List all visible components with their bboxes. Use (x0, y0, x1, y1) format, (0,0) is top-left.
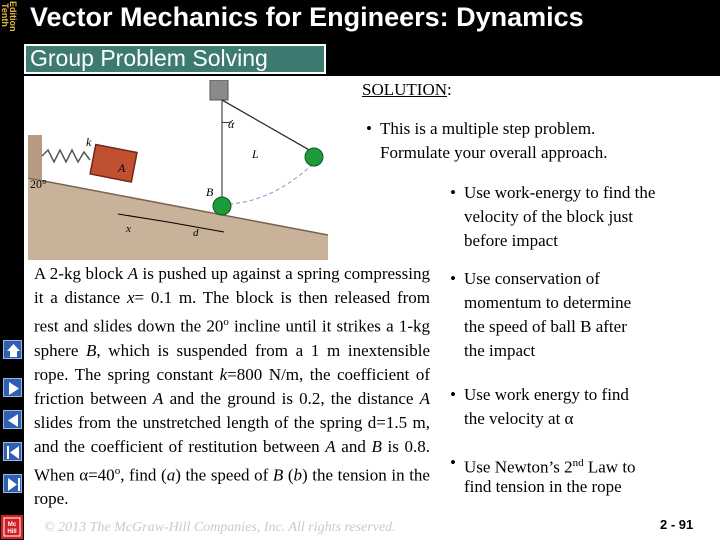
label-b: B (206, 185, 214, 199)
edition-line2: Edition (8, 1, 18, 32)
play-right-icon (4, 379, 23, 398)
edition-line1: Tenth (0, 3, 10, 27)
first-slide-button[interactable] (3, 442, 22, 461)
block-a (90, 145, 137, 182)
support-mount (210, 80, 228, 100)
next-slide-button[interactable] (3, 378, 22, 397)
label-l: L (252, 147, 259, 161)
previous-slide-button[interactable] (3, 410, 22, 429)
edition-label (1, 1, 17, 39)
home-button[interactable] (3, 340, 22, 359)
incline-surface (28, 178, 328, 260)
label-x: x (126, 223, 131, 235)
svg-text:Hill: Hill (7, 529, 17, 535)
last-slide-button[interactable] (3, 474, 22, 493)
solution-heading: SOLUTION: (362, 80, 452, 99)
skip-forward-icon (4, 475, 23, 494)
rope-displaced (222, 100, 311, 151)
label-a: A (118, 161, 126, 175)
play-left-icon (4, 411, 23, 430)
publisher-logo (1, 515, 23, 539)
copyright-notice: © 2013 The McGraw-Hill Companies, Inc. All rights reserved. (44, 520, 396, 535)
page-subtitle: Group Problem Solving (30, 45, 268, 71)
problem-statement: A 2-kg block A is pushed up against a spring compressing it a distance x= 0.1 m. The block is then released from rest and slides down the 20$^o$ incline until it strikes a 1-kg sphere B, which is suspended from a 1 m inextensible rope. The spring constant k=800 N/m, the coefficient of friction between A and the ground is 0.2, the distance A slides from the unstretched length of the spring d=1.5 m, and the coefficient of restitution between A and B is 0.8. When $\alpha=40^o$, find (a) the speed of B (b) the tension in the rope. (34, 264, 431, 509)
skip-back-icon (4, 443, 23, 462)
label-d: d (193, 227, 199, 239)
problem-figure (28, 80, 358, 260)
sphere-b-swung (305, 148, 323, 166)
svg-text:Mc: Mc (7, 522, 17, 528)
label-k: k (86, 135, 92, 149)
navigation-rail (0, 40, 24, 540)
sphere-b (213, 197, 231, 215)
swing-path (222, 164, 313, 204)
page-title: Vector Mechanics for Engineers: Dynamics (30, 2, 584, 32)
home-icon (4, 341, 23, 360)
label-angle: 20° (30, 177, 47, 191)
mcgraw-hill-logo (1, 515, 23, 539)
page-number: 2 - 91 (660, 517, 694, 532)
label-alpha: α (228, 117, 235, 131)
wall (28, 135, 42, 180)
spring (42, 150, 90, 162)
